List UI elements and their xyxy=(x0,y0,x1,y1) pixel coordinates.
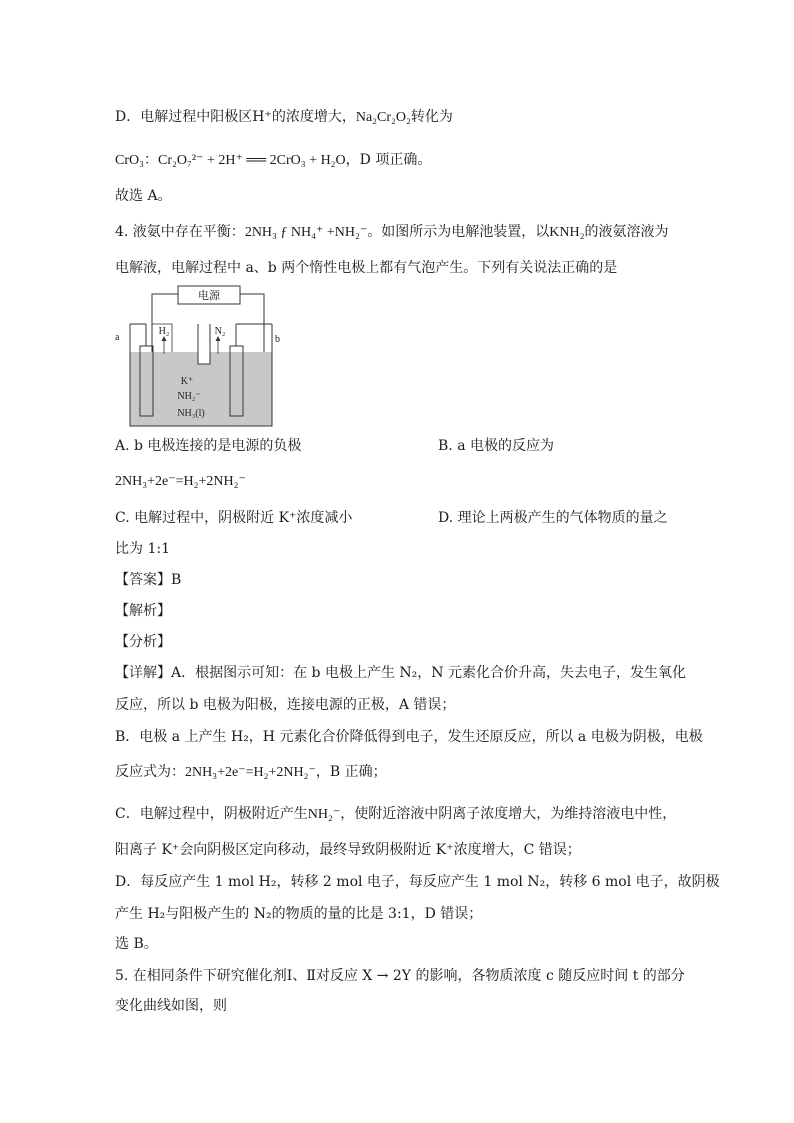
prev-option-d xyxy=(115,107,453,128)
option-a: A. b 电极连接的是电源的负极 xyxy=(115,438,302,454)
q5-stem-line-2: 变化曲线如图，则 xyxy=(115,998,227,1014)
electrode-a-label: a xyxy=(115,332,120,343)
detail-line-4 xyxy=(115,762,387,783)
q4-stem-1c: 的液氨溶液为 xyxy=(584,224,669,240)
analysis-heading: 【解析】 xyxy=(115,603,171,619)
prev-option-d-suffix: 转化为 xyxy=(410,109,453,125)
detail-line-5 xyxy=(115,804,676,825)
ion-nh2-label: NH₂⁻ xyxy=(177,391,201,402)
detail-4a: 反应式为： xyxy=(115,764,185,780)
detail-line-8: 产生 H₂与阳极产生的 N₂的物质的量的比是 3:1，D 错误； xyxy=(115,906,483,922)
answer-line: 【答案】B xyxy=(115,572,182,588)
detail-5b: ，使附近溶液中阴离子浓度增大，为维持溶液电中性， xyxy=(340,806,677,822)
q4-knh2: KNH₂ xyxy=(549,225,585,240)
detail-line-9: 选 B。 xyxy=(115,936,158,952)
fenxi-heading: 【分析】 xyxy=(115,634,171,650)
prev-option-d-text: D．电解过程中阳极区H⁺的浓度增大， xyxy=(115,109,356,125)
q4-stem-line-1 xyxy=(115,222,669,243)
q4-stem-line-2: 电解液，电解过程中 a、b 两个惰性电极上都有气泡产生。下列有关说法正确的是 xyxy=(115,260,618,276)
detail-5-formula: NH₂⁻ xyxy=(307,807,341,822)
wire-right xyxy=(240,294,264,358)
option-b-equation: 2NH₃+2e⁻=H₂+2NH₂⁻ xyxy=(115,474,246,489)
q4-stem-1a: 4. 液氨中存在平衡： xyxy=(115,224,245,240)
option-d: D. 理论上两极产生的气体物质的量之 xyxy=(438,510,668,526)
q4-equilibrium: 2NH₃ ƒ NH₄⁺ +NH₂⁻ xyxy=(244,225,368,240)
choose-a-line: 故选 A。 xyxy=(115,188,172,204)
ion-nh3-label: NH₃(l) xyxy=(177,408,205,419)
detail-line-2: 反应，所以 b 电极为阳极，连接电源的正极，A 错误； xyxy=(115,697,456,713)
ion-k-label: K⁺ xyxy=(180,376,194,387)
h2-label: H₂ xyxy=(158,326,170,337)
prev-equation: CrO₃：Cr₂O₇²⁻ + 2H⁺ ══ 2CrO₃ + H₂O xyxy=(115,153,346,168)
option-d-cont: 比为 1:1 xyxy=(115,541,170,557)
electrode-b-label: b xyxy=(275,334,280,345)
q5-stem-line-1: 5. 在相同条件下研究催化剂Ⅰ、Ⅱ对反应 X → 2Y 的影响，各物质浓度 c 随反应时间 t 的部分 xyxy=(115,968,685,984)
electrolysis-diagram xyxy=(112,284,282,434)
prev-equation-line xyxy=(115,150,431,171)
option-b: B. a 电极的反应为 xyxy=(438,438,554,454)
detail-line-6: 阳离子 K⁺会向阴极区定向移动，最终导致阴极附近 K⁺浓度增大，C 错误； xyxy=(115,842,581,858)
power-source-label: 电源 xyxy=(198,289,220,302)
detail-5a: C．电解过程中，阴极附近产生 xyxy=(115,806,308,822)
option-c: C. 电解过程中，阴极附近 K⁺浓度减小 xyxy=(115,510,353,526)
detail-4b: ，B 正确； xyxy=(315,764,387,780)
prev-equation-suffix: ，D 项正确。 xyxy=(345,152,432,168)
cell-divider xyxy=(198,324,210,364)
detail-line-7: D．每反应产生 1 mol H₂，转移 2 mol 电子，每反应产生 1 mol N₂，转移 6 mol 电子，故阴极 xyxy=(115,874,720,890)
detail-line-1: 【详解】A．根据图示可知：在 b 电极上产生 N₂，N 元素化合价升高，失去电子，发生氧化 xyxy=(115,665,686,681)
q4-stem-1b: 。如图所示为电解池装置，以 xyxy=(367,224,550,240)
detail-line-3: B．电极 a 上产生 H₂，H 元素化合价降低得到电子，发生还原反应，所以 a 电极为阴极，电极 xyxy=(115,729,703,745)
prev-option-d-formula: Na₂Cr₂O₂ xyxy=(355,110,411,125)
detail-4-equation: 2NH₃+2e⁻=H₂+2NH₂⁻ xyxy=(185,765,316,780)
n2-label: N₂ xyxy=(214,326,226,337)
